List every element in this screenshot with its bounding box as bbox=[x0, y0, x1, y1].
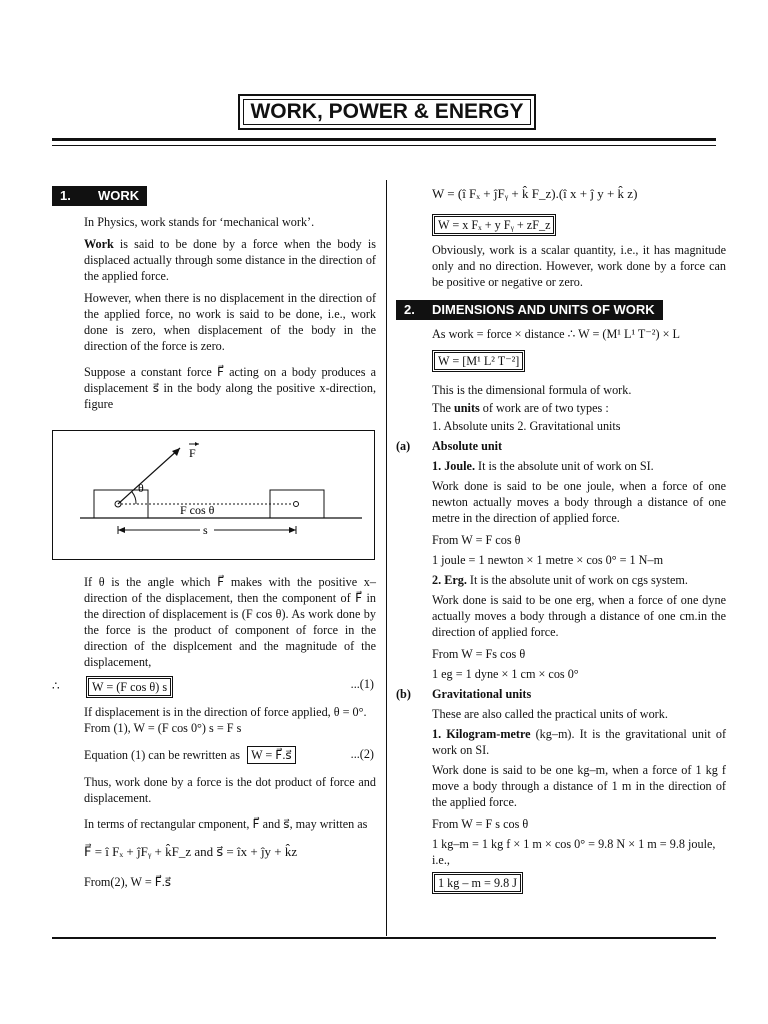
bold-term: 1. Joule. bbox=[432, 459, 475, 473]
equation-4: W = (î Fₓ + ĵFᵧ + k̂ F_z).(î x + ĵ y + k̂ z) bbox=[432, 186, 638, 201]
subsection-label-a: (a) bbox=[396, 439, 411, 453]
equation-1: W = (F cos θ) s bbox=[88, 678, 171, 696]
equation-intro: Equation (1) can be rewritten as bbox=[84, 748, 241, 762]
paragraph: Work done is said to be one joule, when a force of one newton actually moves a body through a distance of one metre in the direction of applied force. bbox=[432, 479, 726, 525]
right-body bbox=[396, 186, 726, 290]
paragraph: From W = F cos θ bbox=[432, 533, 521, 547]
equation-2: W = F⃗.s⃗ bbox=[247, 746, 296, 764]
equation-row-1 bbox=[52, 676, 376, 696]
paragraph: 1. Absolute units 2. Gravitational units bbox=[432, 419, 621, 433]
equation-5: W = x Fₓ + y Fᵧ + zF_z bbox=[434, 216, 554, 234]
right-column bbox=[396, 186, 726, 900]
paragraph-text: The bbox=[432, 401, 454, 415]
paragraph: From(2), W = F⃗.s⃗ bbox=[84, 875, 172, 889]
subsection-a bbox=[396, 438, 726, 682]
subsection-title-b: Gravitational units bbox=[432, 687, 532, 701]
bold-term: 2. Erg. bbox=[432, 573, 467, 587]
paragraph: In Physics, work stands for ‘mechanical work’. bbox=[84, 215, 315, 229]
subsection-b bbox=[396, 686, 726, 894]
therefore-symbol: ∴ bbox=[52, 679, 60, 693]
paragraph-text: of work are of two types : bbox=[479, 401, 609, 415]
section-heading-work bbox=[52, 186, 147, 206]
paragraph: In terms of rectangular cmponent, F⃗ and s⃗, may written as bbox=[84, 817, 368, 831]
subsection-title-a: Absolute unit bbox=[432, 439, 503, 453]
paragraph-text: is said to be done by a force when the body is displaced actually through some distance in the direction of the applied force. bbox=[84, 237, 376, 283]
header-rule-thin bbox=[52, 145, 716, 146]
left-body-3 bbox=[52, 704, 376, 890]
paragraph: From (1), W = (F cos 0°) s = F s bbox=[84, 721, 242, 735]
right-body-2 bbox=[396, 326, 726, 434]
column-divider bbox=[386, 180, 387, 936]
section-number: 1. bbox=[60, 188, 71, 203]
left-column bbox=[52, 186, 376, 896]
footer-rule bbox=[52, 937, 716, 939]
paragraph: 1 kg–m = 1 kg f × 1 m × cos 0° = 9.8 N × 1 m = 9.8 joule, i.e., bbox=[432, 837, 716, 867]
section-heading-dimensions bbox=[396, 300, 663, 320]
paragraph: From W = F s cos θ bbox=[432, 817, 529, 831]
theta-label: θ bbox=[138, 481, 144, 495]
subsection-label-b: (b) bbox=[396, 687, 411, 701]
equation-7-box bbox=[432, 872, 523, 894]
paragraph-text: It is the absolute unit of work on SI. bbox=[475, 459, 654, 473]
paragraph: Work done is said to be one kg–m, when a force of 1 kg f move a body through a distance of 1 m in the direction of the applied force. bbox=[432, 763, 726, 809]
equation-6-box bbox=[432, 350, 525, 372]
bold-term: Work bbox=[84, 237, 114, 251]
s-label: s bbox=[203, 523, 208, 537]
bold-term: 1. Kilogram-metre bbox=[432, 727, 531, 741]
paragraph: If displacement is in the direction of force applied, θ = 0°. bbox=[84, 705, 367, 719]
equation-1-box bbox=[86, 676, 173, 698]
paragraph: However, when there is no displacement in the direction of the applied force, no work is said to be done, i.e., work done is zero, when displacement of the body in the direction of the force is zero. bbox=[84, 291, 376, 353]
equation-number-1: ...(1) bbox=[350, 677, 374, 691]
section-number: 2. bbox=[404, 302, 415, 317]
paragraph: Obviously, work is a scalar quantity, i.e., it has magnitude only and no direction. However, work done by a force can be positive or negative or zero. bbox=[432, 243, 726, 289]
fcos-label: F cos θ bbox=[180, 503, 215, 517]
paragraph bbox=[432, 400, 726, 416]
header-rule-thick bbox=[52, 138, 716, 141]
force-displacement-diagram bbox=[52, 430, 375, 560]
left-body-2 bbox=[52, 574, 376, 670]
equation-row-2 bbox=[84, 746, 376, 766]
left-body bbox=[52, 214, 376, 412]
paragraph: 1 joule = 1 newton × 1 metre × cos 0° = 1 N–m bbox=[432, 553, 664, 567]
angle-arc bbox=[132, 492, 136, 504]
paragraph: 1 eg = 1 dyne × 1 cm × cos 0° bbox=[432, 667, 579, 681]
paragraph: Thus, work done by a force is the dot product of force and displacement. bbox=[84, 775, 376, 805]
page-title: WORK, POWER & ENERGY bbox=[250, 100, 524, 123]
equation-5-box bbox=[432, 214, 556, 236]
force-vector bbox=[118, 448, 180, 504]
section-label: DIMENSIONS AND UNITS OF WORK bbox=[432, 302, 655, 317]
paragraph: Work done is said to be one erg, when a force of one dyne actually moves a body through a distance of one cm.in the direction of applied force. bbox=[432, 593, 726, 639]
equation-number-2: ...(2) bbox=[350, 747, 374, 761]
equation-3: F⃗ = î Fₓ + ĵFᵧ + k̂F_z and s⃗ = îx + ĵy + k̂z bbox=[84, 844, 298, 859]
point-final bbox=[294, 502, 299, 507]
section-label: WORK bbox=[98, 188, 140, 203]
paragraph: This is the dimensional formula of work. bbox=[432, 383, 632, 397]
paragraph-text: It is the absolute unit of work on cgs system. bbox=[466, 573, 688, 587]
force-label: F bbox=[189, 446, 196, 460]
paragraph: These are also called the practical units of work. bbox=[432, 707, 668, 721]
paragraph bbox=[84, 236, 376, 284]
title-inner-border bbox=[243, 99, 531, 125]
equation-6: W = [M¹ L² T⁻²] bbox=[434, 352, 523, 370]
paragraph: As work = force × distance ∴ W = (M¹ L¹ T⁻²) × L bbox=[432, 327, 680, 341]
bold-term: units bbox=[454, 401, 480, 415]
equation-7: 1 kg – m = 9.8 J bbox=[434, 874, 521, 892]
page-title-box bbox=[238, 94, 536, 130]
paragraph: Suppose a constant force F⃗ acting on a body produces a displacement s⃗ in the body along the positive x-direction, figure bbox=[84, 365, 376, 411]
diagram-frame bbox=[53, 431, 375, 560]
paragraph: From W = Fs cos θ bbox=[432, 647, 526, 661]
paragraph-text: (kg–m). It is the gravitational unit of work on SI. bbox=[432, 727, 726, 757]
paragraph: If θ is the angle which F⃗ makes with the positive x–direction of the displacement, then the component of F⃗ in the direction of displacement is (F cos θ). As work done by the force is the product of component of force in the direction of the displcement and the magnitude of the displacement, bbox=[84, 575, 376, 669]
